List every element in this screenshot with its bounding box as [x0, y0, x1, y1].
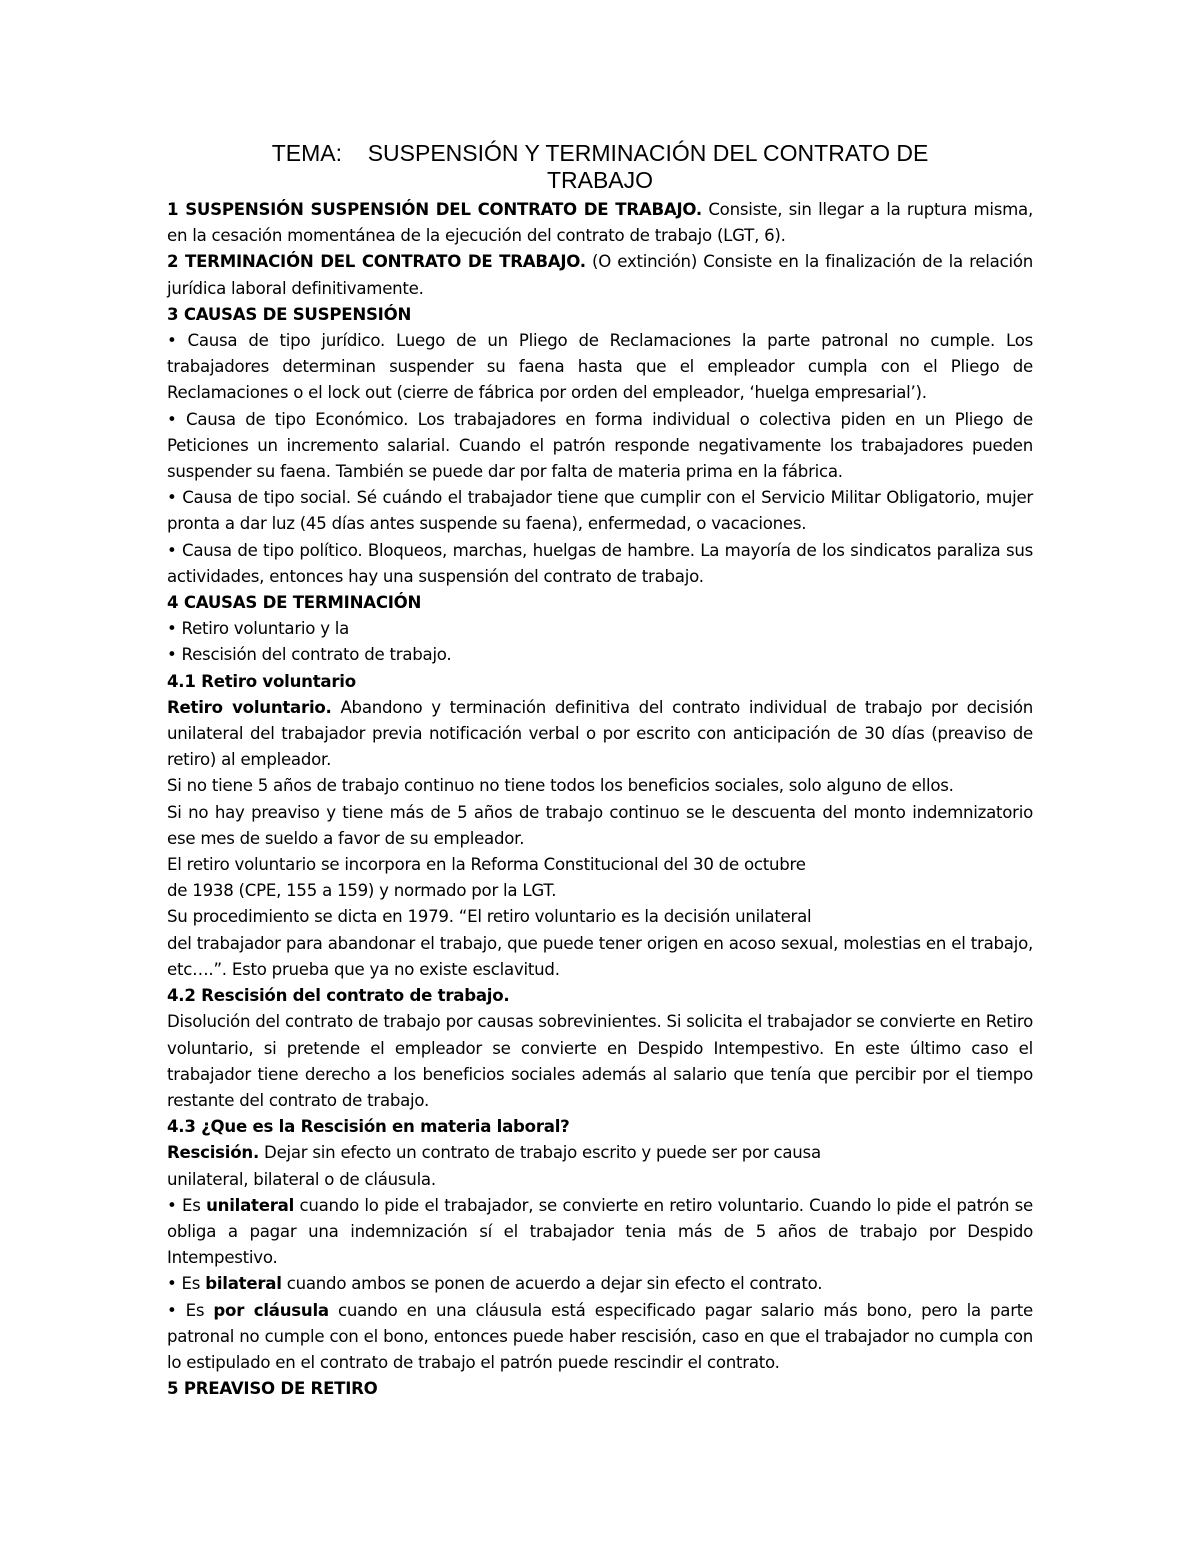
- document-title: [170, 140, 1030, 194]
- unilateral-term: unilateral: [206, 1195, 295, 1215]
- rescision-definition-text: Dejar sin efecto un contrato de trabajo escrito y puede ser por causa: [259, 1143, 821, 1163]
- section-1-heading: 1 SUSPENSIÓN SUSPENSIÓN DEL CONTRATO DE TRABAJO.: [167, 200, 702, 219]
- rescision-definition-2: unilateral, bilateral o de cláusula.: [167, 1169, 436, 1189]
- retiro-paragraph-4a: El retiro voluntario se incorpora en la Reforma Constitucional del 30 de octubre: [167, 855, 806, 875]
- section-4-heading: 4 CAUSAS DE TERMINACIÓN: [167, 593, 422, 613]
- document-body: [167, 197, 1033, 1402]
- bullet-prefix: • Es: [167, 1195, 207, 1215]
- unilateral-text: cuando lo pide el trabajador, se convierte en retiro voluntario. Cuando lo pide el patrón se obliga a pagar una indemnización sí el trabajador tenia más de 5 años de trabajo por Despido Intempestivo.: [167, 1195, 1034, 1268]
- bullet-prefix: • Es: [167, 1300, 214, 1320]
- title-text: SUSPENSIÓN Y TERMINACIÓN DEL CONTRATO DE: [367, 140, 929, 166]
- rescision-bilateral: [167, 1271, 1033, 1297]
- suspension-cause-economic: • Causa de tipo Económico. Los trabajadores en forma individual o colectiva piden en un Pliego de Peticiones un incremento salarial. Cuando el patrón responde negativamente los trabajadores pueden suspender su faena. También se puede dar por falta de materia prima en la fábrica.: [167, 409, 1033, 482]
- retiro-lead: Retiro voluntario.: [167, 697, 332, 717]
- section-2-heading: 2 TERMINACIÓN DEL CONTRATO DE TRABAJO.: [167, 252, 586, 272]
- rescision-paragraph: Disolución del contrato de trabajo por causas sobrevinientes. Si solicita el trabajador se convierte en Retiro voluntario, si pretende el empleador se convierte en Despido Intempestivo. En este último caso el trabajador tiene derecho a los beneficios sociales además al salario que tenía que percibir por el tiempo restante del contrato de trabajo.: [167, 1012, 1033, 1110]
- section-2-paragraph: [167, 249, 1033, 301]
- retiro-definition: [167, 695, 1033, 774]
- section-4-3-heading: 4.3 ¿Que es la Rescisión en materia laboral?: [167, 1117, 570, 1137]
- section-3-heading: 3 CAUSAS DE SUSPENSIÓN: [167, 304, 412, 324]
- title-label: TEMA:: [271, 140, 342, 166]
- retiro-paragraph-5a: Su procedimiento se dicta en 1979. “El retiro voluntario es la decisión unilateral: [167, 907, 812, 927]
- clausula-text: cuando en una cláusula está especificado pagar salario más bono, pero la parte patronal no cumple con el bono, entonces puede haber rescisión, caso en que el trabajador no cumpla con lo estipulado en el contrato de trabajo el patrón puede rescindir el contrato.: [167, 1300, 1033, 1372]
- section-4-2-heading: 4.2 Rescisión del contrato de trabajo.: [167, 986, 510, 1006]
- retiro-definition-text: Abandono y terminación definitiva del contrato individual de trabajo por decisión unilateral del trabajador previa notificación verbal o por escrito con anticipación de 30 días (preaviso de retiro) al empleador.: [167, 697, 1034, 770]
- termination-cause-rescision: • Rescisión del contrato de trabajo.: [167, 645, 452, 665]
- termination-cause-retiro: • Retiro voluntario y la: [167, 619, 350, 639]
- bilateral-term: bilateral: [205, 1274, 282, 1294]
- bilateral-text: cuando ambos se ponen de acuerdo a dejar sin efecto el contrato.: [281, 1274, 823, 1294]
- retiro-paragraph-5b: del trabajador para abandonar el trabajo, que puede tener origen en acoso sexual, molestias en el trabajo, etc….”. Esto prueba que ya no existe esclavitud.: [167, 933, 1033, 979]
- rescision-lead: Rescisión.: [167, 1143, 260, 1163]
- title-line-1: [170, 140, 1030, 167]
- retiro-paragraph-4b: de 1938 (CPE, 155 a 159) y normado por la LGT.: [167, 881, 557, 901]
- retiro-paragraph-2: Si no tiene 5 años de trabajo continuo no tiene todos los beneficios sociales, solo alguno de ellos.: [167, 776, 954, 796]
- suspension-cause-legal: • Causa de tipo jurídico. Luego de un Pliego de Reclamaciones la parte patronal no cumple. Los trabajadores determinan suspender su faena hasta que el empleador cumpla con el Pliego de Reclamaciones o el lock out (cierre de fábrica por orden del empleador, ‘huelga empresarial’).: [167, 331, 1033, 403]
- section-1-text: Consiste, sin llegar a la ruptura misma, en la cesación momentánea de la ejecución del contrato de trabajo (LGT, 6).: [167, 200, 1034, 246]
- clausula-term: por cláusula: [213, 1300, 329, 1320]
- title-line-2: TRABAJO: [546, 167, 654, 193]
- rescision-clausula: [167, 1298, 1033, 1377]
- suspension-cause-social: • Causa de tipo social. Sé cuándo el trabajador tiene que cumplir con el Servicio Militar Obligatorio, mujer pronta a dar luz (45 días antes suspende su faena), enfermedad, o vacaciones.: [167, 488, 1033, 534]
- section-4-1-heading: 4.1 Retiro voluntario: [167, 671, 356, 691]
- suspension-cause-political: • Causa de tipo político. Bloqueos, marchas, huelgas de hambre. La mayoría de los sindicatos paraliza sus actividades, entonces hay una suspensión del contrato de trabajo.: [167, 540, 1033, 586]
- rescision-definition: [167, 1140, 1033, 1166]
- section-2-text: (O extinción) Consiste en la finalización de la relación jurídica laboral definitivamente.: [167, 252, 1033, 298]
- retiro-paragraph-3: Si no hay preaviso y tiene más de 5 años de trabajo continuo se le descuenta del monto indemnizatorio ese mes de sueldo a favor de su empleador.: [167, 802, 1033, 848]
- section-1-paragraph: [167, 197, 1033, 249]
- section-5-heading: 5 PREAVISO DE RETIRO: [167, 1379, 378, 1399]
- bullet-prefix: • Es: [167, 1274, 206, 1294]
- rescision-unilateral: [167, 1193, 1033, 1272]
